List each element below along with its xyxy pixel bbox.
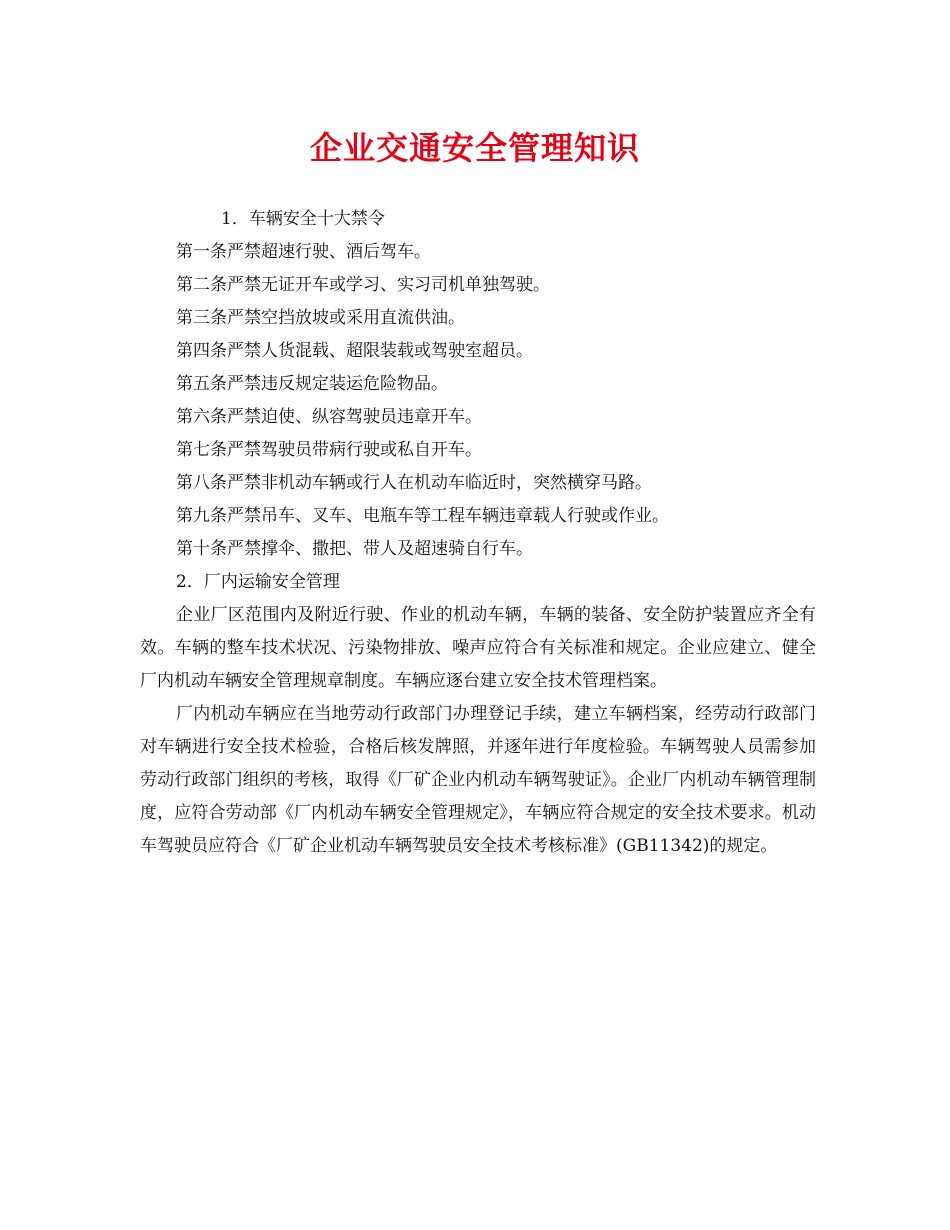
document-body xyxy=(140,203,816,863)
rule-item: 第二条严禁无证开车或学习、实习司机单独驾驶。 xyxy=(176,275,550,295)
rule-item: 第十条严禁撑伞、撒把、带人及超速骑自行车。 xyxy=(176,539,533,559)
page-title: 企业交通安全管理知识 xyxy=(309,129,640,167)
section-heading-vehicle-safety: 1．车辆安全十大禁令 xyxy=(221,209,385,229)
body-paragraph: 厂内机动车辆应在当地劳动行政部门办理登记手续，建立车辆档案，经劳动行政部门对车辆进行安全技术检验，合格后核发牌照，并逐年进行年度检验。车辆驾驶人员需参加劳动行政部门组织的考核，取得《厂矿企业内机动车辆驾驶证》。企业厂内机动车辆管理制度，应符合劳动部《厂内机动车辆安全管理规定》，车辆应符合规定的安全技术要求。机动车驾驶员应符合《厂矿企业机动车辆驾驶员安全技术考核标准》(GB11342)的规定。 xyxy=(140,704,816,856)
rule-item: 第五条严禁违反规定装运危险物品。 xyxy=(176,374,448,394)
rule-item: 第八条严禁非机动车辆或行人在机动车临近时，突然横穿马路。 xyxy=(176,473,652,493)
rule-item: 第七条严禁驾驶员带病行驶或私自开车。 xyxy=(176,440,482,460)
rule-item: 第三条严禁空挡放坡或采用直流供油。 xyxy=(176,308,465,328)
rule-item: 第四条严禁人货混载、超限装载或驾驶室超员。 xyxy=(176,341,533,361)
body-paragraph: 企业厂区范围内及附近行驶、作业的机动车辆，车辆的装备、安全防护装置应齐全有效。车辆的整车技术状况、污染物排放、噪声应符合有关标准和规定。企业应建立、健全厂内机动车辆安全管理规章制度。车辆应逐台建立安全技术管理档案。 xyxy=(140,605,816,691)
section-heading-transport-safety: 2．厂内运输安全管理 xyxy=(176,572,340,592)
rule-item: 第九条严禁吊车、叉车、电瓶车等工程车辆违章载人行驶或作业。 xyxy=(176,506,669,526)
rule-item: 第六条严禁迫使、纵容驾驶员违章开车。 xyxy=(176,407,482,427)
rule-item: 第一条严禁超速行驶、酒后驾车。 xyxy=(176,242,431,262)
